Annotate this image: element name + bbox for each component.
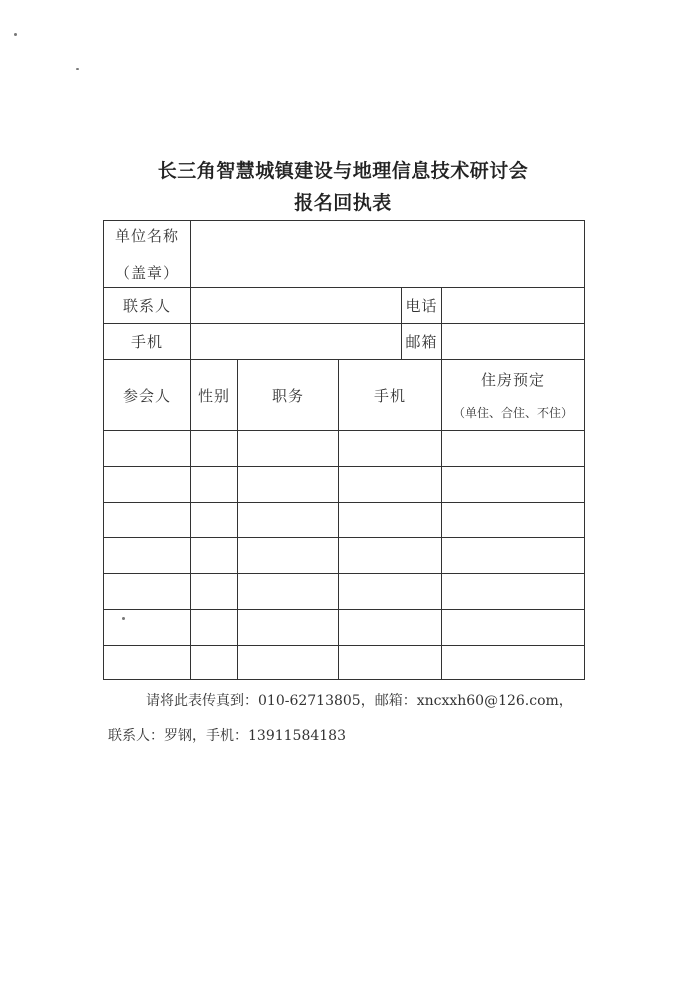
gender-header: 性别 <box>191 360 238 431</box>
attendee-name-cell[interactable] <box>104 467 191 503</box>
attendee-name-cell[interactable] <box>104 431 191 467</box>
attendee-lodging-cell[interactable] <box>442 503 585 538</box>
phone-field[interactable] <box>442 288 585 324</box>
scan-speck <box>76 68 79 70</box>
contact-field[interactable] <box>191 288 402 324</box>
attendee-row <box>104 538 585 574</box>
email-label-cell <box>402 324 442 360</box>
attendee-mobile-cell[interactable] <box>339 431 442 467</box>
scan-speck <box>14 33 17 36</box>
lodging-header <box>442 360 585 431</box>
attendee-header: 参会人 <box>104 360 191 431</box>
unit-name-label: 单位名称 <box>114 227 179 245</box>
attendee-gender-cell[interactable] <box>191 538 238 574</box>
attendee-name-cell[interactable] <box>104 610 191 646</box>
attendee-position-cell[interactable] <box>238 538 339 574</box>
mobile-label-cell <box>104 324 191 360</box>
contact-row <box>104 288 585 324</box>
attendee-gender-cell[interactable] <box>191 610 238 646</box>
attendee-rows <box>104 431 585 680</box>
attendee-row <box>104 610 585 646</box>
attendee-lodging-cell[interactable] <box>442 574 585 610</box>
attendee-gender-cell[interactable] <box>191 467 238 503</box>
attendee-row <box>104 574 585 610</box>
attendee-mobile-cell[interactable] <box>339 574 442 610</box>
email-label: 邮箱 <box>405 333 438 351</box>
attendee-position-cell[interactable] <box>238 610 339 646</box>
attendee-position-cell[interactable] <box>238 431 339 467</box>
email-field[interactable] <box>442 324 585 360</box>
scan-speck <box>122 617 125 620</box>
contact-label-cell <box>104 288 191 324</box>
attendee-lodging-cell[interactable] <box>442 646 585 680</box>
attendee-gender-cell[interactable] <box>191 646 238 680</box>
unit-name-label-cell <box>104 221 191 288</box>
attendee-mobile-cell[interactable] <box>339 538 442 574</box>
attendee-lodging-cell[interactable] <box>442 538 585 574</box>
attendee-position-cell[interactable] <box>238 467 339 503</box>
lodging-options: （单住、合住、不住） <box>453 406 574 420</box>
contact-note: 联系人：罗钢，手机：13911584183 <box>108 728 346 744</box>
unit-name-row <box>104 221 585 288</box>
attendee-mobile-header: 手机 <box>339 360 442 431</box>
attendee-position-cell[interactable] <box>238 646 339 680</box>
attendee-mobile-cell[interactable] <box>339 467 442 503</box>
attendee-row <box>104 431 585 467</box>
attendee-name-cell[interactable] <box>104 646 191 680</box>
seal-label: （盖章） <box>114 264 179 282</box>
position-header: 职务 <box>238 360 339 431</box>
attendee-row <box>104 646 585 680</box>
attendee-position-cell[interactable] <box>238 503 339 538</box>
attendee-gender-cell[interactable] <box>191 503 238 538</box>
attendee-lodging-cell[interactable] <box>442 467 585 503</box>
attendee-gender-cell[interactable] <box>191 574 238 610</box>
attendee-row <box>104 503 585 538</box>
form-subtitle: 报名回执表 <box>294 192 392 214</box>
contact-label: 联系人 <box>122 297 171 315</box>
attendee-lodging-cell[interactable] <box>442 610 585 646</box>
attendee-mobile-cell[interactable] <box>339 610 442 646</box>
attendee-name-cell[interactable] <box>104 503 191 538</box>
attendee-lodging-cell[interactable] <box>442 431 585 467</box>
mobile-email-row <box>104 324 585 360</box>
document-title: 长三角智慧城镇建设与地理信息技术研讨会 <box>157 160 529 182</box>
attendee-gender-cell[interactable] <box>191 431 238 467</box>
attendee-mobile-cell[interactable] <box>339 503 442 538</box>
attendee-mobile-cell[interactable] <box>339 646 442 680</box>
fax-email-note: 请将此表传真到：010-62713805，邮箱：xncxxh60@126.com， <box>146 693 573 709</box>
attendee-row <box>104 467 585 503</box>
registration-form-table <box>103 220 585 680</box>
phone-label: 电话 <box>405 297 438 315</box>
lodging-label: 住房预定 <box>481 371 546 389</box>
phone-label-cell <box>402 288 442 324</box>
attendee-name-cell[interactable] <box>104 538 191 574</box>
mobile-field[interactable] <box>191 324 402 360</box>
mobile-label: 手机 <box>130 333 163 351</box>
unit-name-field[interactable] <box>191 221 585 288</box>
attendee-name-cell[interactable] <box>104 574 191 610</box>
attendee-header-row <box>104 360 585 431</box>
attendee-position-cell[interactable] <box>238 574 339 610</box>
